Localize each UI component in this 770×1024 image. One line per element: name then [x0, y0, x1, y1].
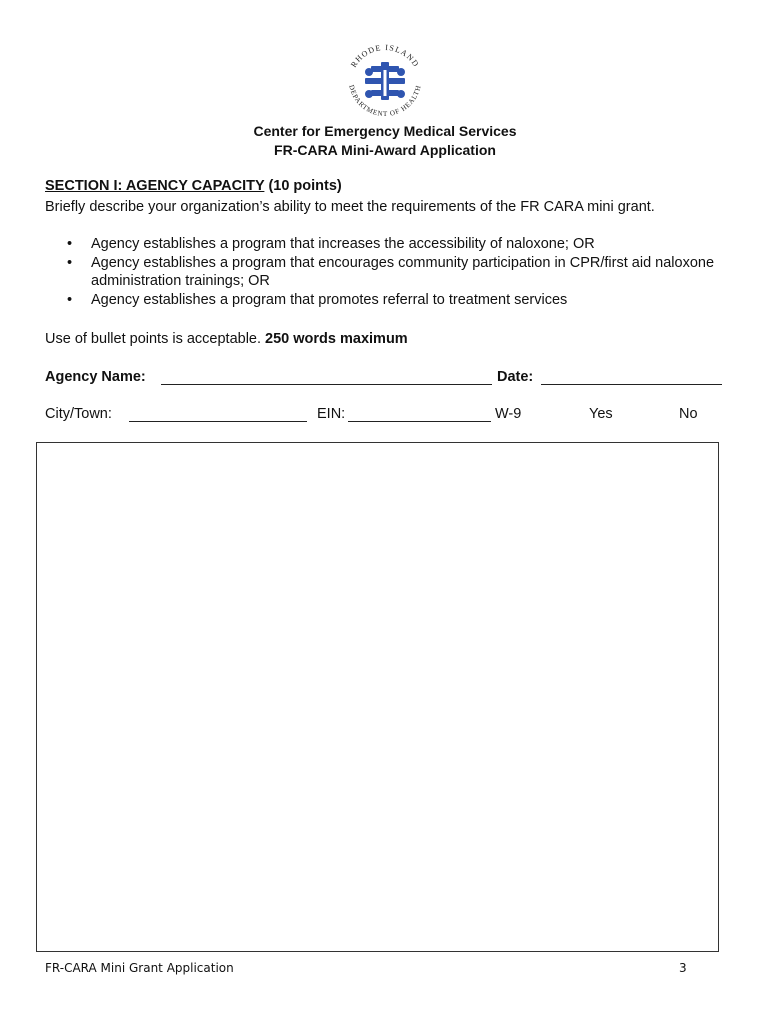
section-title: SECTION I: AGENCY CAPACITY	[45, 178, 265, 194]
w9-yes-option[interactable]: Yes	[589, 406, 613, 422]
footer-title: FR-CARA Mini Grant Application	[45, 961, 234, 975]
date-label: Date:	[497, 369, 534, 385]
date-field[interactable]	[541, 384, 722, 385]
header-title: Center for Emergency Medical Services	[253, 123, 517, 139]
agency-name-label: Agency Name:	[45, 369, 146, 385]
agency-name-field[interactable]	[161, 384, 492, 385]
section-heading	[45, 178, 342, 194]
ein-field[interactable]	[348, 421, 491, 422]
word-limit-note	[45, 331, 408, 347]
list-item: • Agency establishes a program that encourages community participation in CPR/first aid naloxone administration trainings; OR	[65, 254, 715, 290]
w9-no-option[interactable]: No	[679, 406, 698, 422]
note-limit: 250 words maximum	[265, 331, 408, 347]
w9-label: W-9	[495, 406, 522, 422]
section-points: (10 points)	[268, 178, 342, 194]
ein-label: EIN:	[317, 406, 346, 422]
page-number: 3	[679, 961, 687, 975]
logo-top-text: RHODE ISLAND	[349, 44, 421, 70]
list-item: • Agency establishes a program that increases the accessibility of naloxone; OR	[65, 235, 715, 253]
response-text-area[interactable]	[36, 442, 719, 952]
header-subtitle: FR-CARA Mini-Award Application	[274, 142, 496, 158]
list-item: • Agency establishes a program that promotes referral to treatment services	[65, 291, 715, 309]
rhode-island-doh-logo	[335, 44, 435, 124]
city-label: City/Town:	[45, 406, 112, 422]
city-field[interactable]	[129, 421, 307, 422]
note-text: Use of bullet points is acceptable.	[45, 331, 262, 347]
logo-bottom-text: DEPARTMENT OF HEALTH	[347, 84, 423, 119]
requirements-list	[65, 235, 715, 310]
section-intro: Briefly describe your organization’s ability to meet the requirements of the FR CARA mini grant.	[45, 199, 655, 215]
